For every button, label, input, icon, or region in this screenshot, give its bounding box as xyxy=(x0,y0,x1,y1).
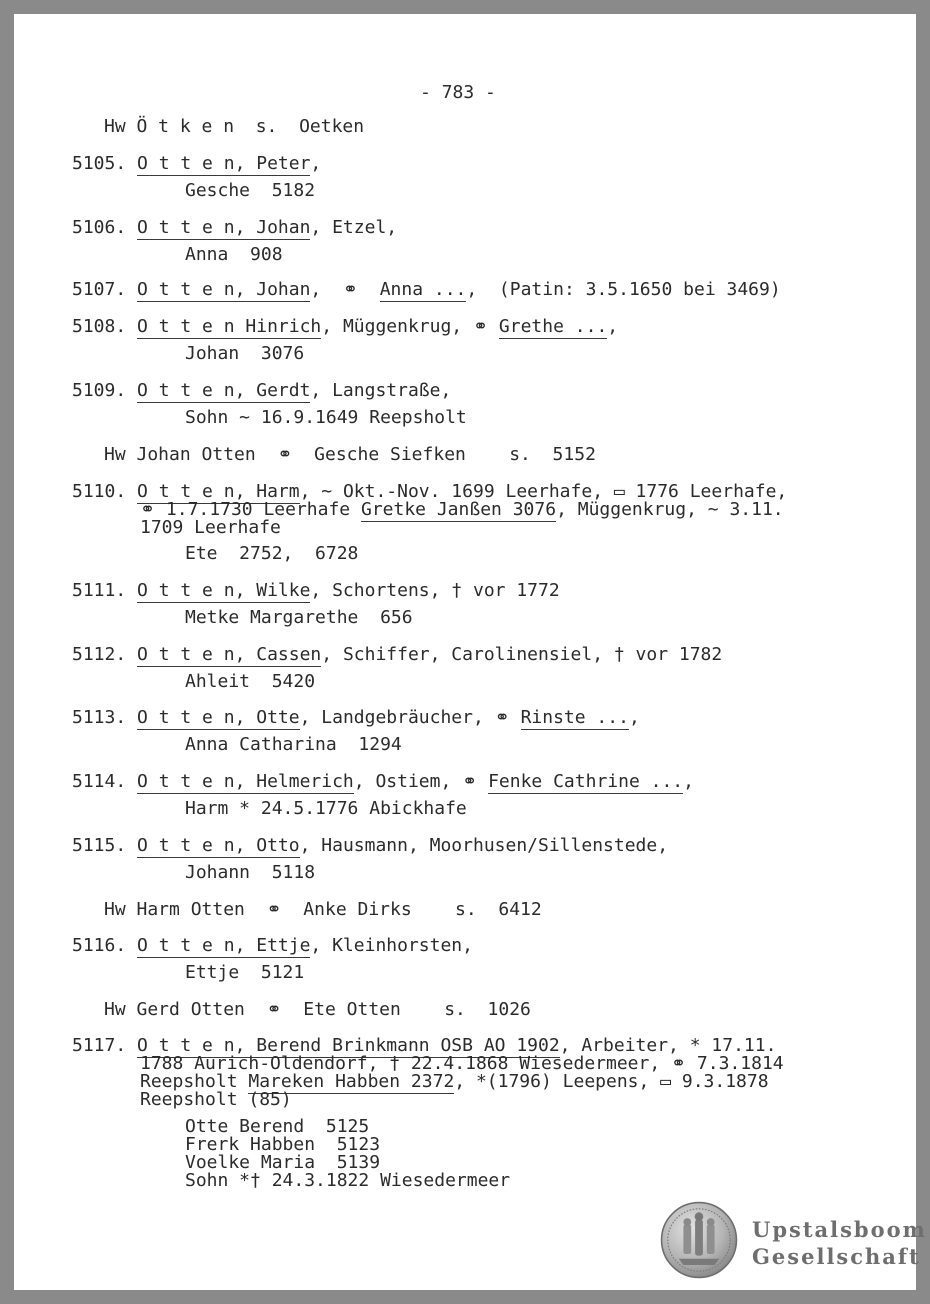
entry-name: O t t e n Hinrich xyxy=(137,316,322,337)
child-line: Sohn ~ 16.9.1649 Reepsholt xyxy=(185,407,467,428)
logo-text-upstalsboom: Upstalsboom xyxy=(752,1217,927,1242)
child-line: Harm * 24.5.1776 Abickhafe xyxy=(185,798,467,819)
entry-details: , Müggenkrug, ⚭ xyxy=(321,316,499,337)
cross-reference-line: Hw Johan Otten ⚭ Gesche Siefken s. 5152 xyxy=(104,444,596,465)
entry-details: , Langstraße, xyxy=(310,380,452,401)
child-line: Sohn *† 24.3.1822 Wiesedermeer xyxy=(185,1170,511,1191)
entry-5115 xyxy=(72,837,668,855)
child-line: Metke Margarethe 656 xyxy=(185,607,413,628)
child-line: Johan 3076 xyxy=(185,343,305,364)
entry-details: , Landgebräucher, ⚭ xyxy=(299,707,521,728)
entry-details: , xyxy=(310,153,322,174)
entry-details: , Schiffer, Carolinensiel, † vor 1782 xyxy=(321,644,723,665)
entry-details: , (Patin: 3.5.1650 bei 3469) xyxy=(466,279,781,300)
spouse-name: Anna ... xyxy=(379,279,467,300)
entry-details: , xyxy=(628,707,640,728)
entry-details: , Kleinhorsten, xyxy=(310,935,473,956)
entry-name: O t t e n, Otte xyxy=(137,707,300,728)
entry-number: 5105. xyxy=(72,153,127,174)
entry-number: 5107. xyxy=(72,279,127,300)
logo-text-gesellschaft: Gesellschaft xyxy=(752,1244,921,1269)
entry-details: , xyxy=(607,316,619,337)
entry-5117-line-3: Reepsholt Mareken Habben 2372, *(1796) Leepens, ▭ 9.3.1878 xyxy=(140,1071,769,1092)
entry-number: 5108. xyxy=(72,316,127,337)
entry-details: , Etzel, xyxy=(310,217,398,238)
entry-number: 5116. xyxy=(72,935,127,956)
entry-number: 5109. xyxy=(72,380,127,401)
child-line: Otte Berend 5125 xyxy=(185,1116,370,1137)
entry-details: , Arbeiter, * 17.11. xyxy=(559,1035,777,1056)
entry-details: , Hausmann, Moorhusen/Sillenstede, xyxy=(299,835,669,856)
child-line: Gesche 5182 xyxy=(185,180,316,201)
entry-number: 5110. xyxy=(72,481,127,502)
cross-reference-line: Hw Harm Otten ⚭ Anke Dirks s. 6412 xyxy=(104,899,542,920)
spouse-name: Rinste ... xyxy=(520,707,629,728)
child-line: Anna Catharina 1294 xyxy=(185,734,402,755)
entry-name: O t t e n, Johan xyxy=(137,217,311,238)
entry-name: O t t e n, Johan xyxy=(137,279,311,300)
entry-number: 5112. xyxy=(72,644,127,665)
child-line: Anna 908 xyxy=(185,244,283,265)
cross-reference-line: Hw Ö t k e n s. Oetken xyxy=(104,116,365,137)
child-line: Ettje 5121 xyxy=(185,962,305,983)
entry-details: , xyxy=(683,771,694,792)
entry-name: O t t e n, Peter xyxy=(137,153,311,174)
child-line: Frerk Habben 5123 xyxy=(185,1134,381,1155)
entry-5106 xyxy=(72,219,397,237)
entry-details: , Ostiem, ⚭ xyxy=(353,771,489,792)
entry-5117-line-4: Reepsholt (85) xyxy=(140,1089,292,1110)
entry-5107 xyxy=(72,281,781,299)
entry-name: O t t e n, Otto xyxy=(137,835,300,856)
child-line: Voelke Maria 5139 xyxy=(185,1152,381,1173)
page-number: - 783 - xyxy=(420,82,496,103)
child-line: Ete 2752, 6728 xyxy=(185,543,359,564)
entry-5108 xyxy=(72,318,618,336)
document-page xyxy=(14,14,927,1290)
entry-5117-line-2: 1788 Aurich-Oldendorf, † 22.4.1868 Wiesedermeer, ⚭ 7.3.1814 xyxy=(140,1053,784,1074)
entry-5105 xyxy=(72,155,321,173)
entry-5114 xyxy=(72,773,694,791)
entry-5112 xyxy=(72,646,722,664)
entry-number: 5111. xyxy=(72,580,127,601)
entry-5110-line-3: 1709 Leerhafe xyxy=(140,517,281,538)
entry-name: O t t e n, Ettje xyxy=(137,935,311,956)
entry-name: O t t e n, Gerdt xyxy=(137,380,311,401)
entry-5113 xyxy=(72,709,640,727)
spouse-name: Mareken Habben 2372 xyxy=(248,1071,455,1092)
entry-number: 5117. xyxy=(72,1035,127,1056)
entry-number: 5114. xyxy=(72,771,127,792)
entry-name: O t t e n, Cassen xyxy=(137,644,322,665)
entry-number: 5106. xyxy=(72,217,127,238)
entry-number: 5115. xyxy=(72,835,127,856)
entry-details: , ⚭ xyxy=(310,279,380,300)
entry-5109 xyxy=(72,382,451,400)
entry-name: O t t e n, Berend Brinkmann OSB AO 1902 xyxy=(137,1035,560,1056)
spouse-name: Gretke Janßen 3076 xyxy=(360,499,557,520)
entry-5110-line-2: ⚭ 1.7.1730 Leerhafe Gretke Janßen 3076, Müggenkrug, ~ 3.11. xyxy=(140,499,784,520)
entry-details: , ~ Okt.-Nov. 1699 Leerhafe, ▭ 1776 Leerhafe, xyxy=(299,481,788,502)
society-seal-icon xyxy=(660,1201,738,1279)
child-line: Ahleit 5420 xyxy=(185,671,316,692)
entry-5111 xyxy=(72,582,560,600)
entry-name: O t t e n, Helmerich xyxy=(137,771,354,792)
entry-name: O t t e n, Harm xyxy=(137,481,300,502)
entry-number: 5113. xyxy=(72,707,127,728)
entry-details: , Schortens, † vor 1772 xyxy=(310,580,560,601)
cross-reference-line: Hw Gerd Otten ⚭ Ete Otten s. 1026 xyxy=(104,999,531,1020)
entry-name: O t t e n, Wilke xyxy=(137,580,311,601)
spouse-name: Fenke Cathrine ... xyxy=(488,771,684,792)
spouse-name: Grethe ... xyxy=(498,316,608,337)
entry-5116 xyxy=(72,937,473,955)
child-line: Johann 5118 xyxy=(185,862,316,883)
